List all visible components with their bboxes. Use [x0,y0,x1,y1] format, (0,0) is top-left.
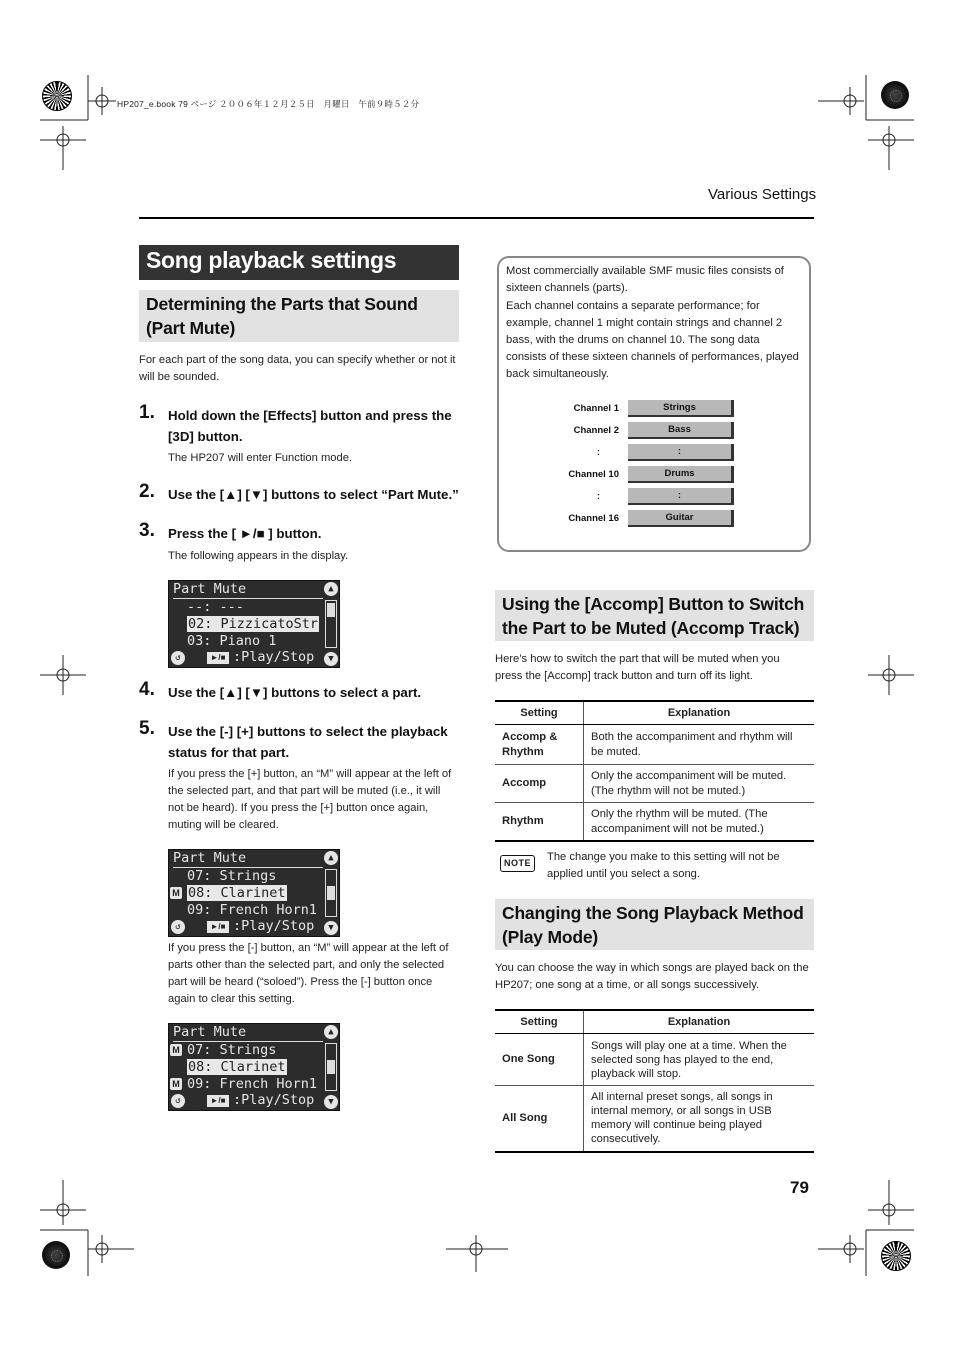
play-stop-icon: ►/■ [207,652,229,664]
infobox-line-4: example, channel 1 might contain strings and channel 2 [506,317,783,329]
infobox-line-7: back simultaneously. [506,368,610,380]
table-row [495,1086,814,1152]
step-1-note: The HP207 will enter Function mode. [168,452,353,464]
subhead-part-mute-text: Determining the Parts that Sound (Part Mute) [146,294,418,338]
lcd-row-1-text: 07: Strings [187,868,277,884]
table-header-setting: Setting [495,1010,584,1034]
scroll-down-icon: ▼ [324,921,338,935]
step-1-number: 1. [139,402,155,423]
scroll-up-icon: ▲ [324,1025,338,1039]
accomp-track-table [495,700,814,842]
step-5-number: 5. [139,718,155,739]
lcd-footer: :Play/Stop [233,1092,315,1108]
lcd-row-2 [187,1059,337,1076]
lcd-header: Part Mute [173,850,323,868]
table-row [495,1034,814,1086]
play-stop-icon: ►/■ [207,1095,229,1107]
channel-label-2: Channel 2 [573,425,619,436]
mute-m-icon: M [170,887,182,899]
lcd-row-1-text: --: --- [187,599,244,615]
lcd-row-2-text: 08: Clarinet [188,885,286,901]
step-5-text: Use the [-] [+] buttons to select the playback status for that part. [168,724,448,760]
table-row [495,765,814,803]
function-circle-icon: ↺ [171,920,185,934]
infobox-line-3: Each channel contains a separate performance; for [506,300,760,312]
part-mute-intro: For each part of the song data, you can specify whether or not it will be sounded. [139,354,456,383]
subhead-play-mode [495,899,814,950]
subhead-accomp-track [495,590,814,641]
step-3-note: The following appears in the display. [168,550,349,562]
step-3-text: Press the [ ►/■ ] button. [168,526,322,541]
table-cell-setting: All Song [495,1086,584,1152]
table-cell-explanation: Only the accompaniment will be muted. (The rhythm will not be muted.) [584,765,815,803]
step-3-number: 3. [139,520,155,541]
function-circle-icon: ↺ [171,1094,185,1108]
section-title-bar [139,245,459,280]
channel-bar-ellipsis-2: : [628,488,734,505]
lcd-scroll-thumb [327,1060,335,1074]
lcd-footer: :Play/Stop [233,918,315,934]
play-stop-icon: ►/■ [207,921,229,933]
lcd-row-3 [187,1076,337,1093]
lcd-scrollbar [325,1043,337,1091]
channel-label-ellipsis-2: : [596,491,600,502]
lcd-display-part-mute-3 [168,1023,340,1111]
function-circle-icon: ↺ [171,651,185,665]
lcd-row-3 [187,902,337,919]
scroll-down-icon: ▼ [324,652,338,666]
lcd-row-2 [187,885,337,902]
lcd-display-part-mute-1 [168,580,340,668]
table-cell-setting: Accomp & Rhythm [495,725,584,765]
table-cell-setting: Accomp [495,765,584,803]
infobox-line-5: bass, with the drums on channel 10. The song data [506,334,760,346]
mute-m-icon: M [170,1044,182,1056]
table-header-row [495,1010,814,1034]
note-icon: NOTE [500,855,535,872]
lcd-scrollbar [325,600,337,648]
channel-bar-16: Guitar [628,510,734,527]
lcd-row-2-text: 02: PizzicatoStr [188,616,319,632]
table-header-row [495,701,814,725]
lcd-row-3-text: 09: French Horn1 [187,902,318,918]
lcd-row-3 [187,633,337,650]
accomp-track-intro: Here’s how to switch the part that will be muted when you press the [Accomp] track button and turn off its light. [495,653,780,682]
print-info: HP207_e.book 79 ページ ２００６年１２月２５日 月曜日 午前９時５２分 [117,99,420,109]
page-number: 79 [790,1178,809,1197]
play-mode-intro: You can choose the way in which songs are played back on the HP207; one song at a time, or all songs successively. [495,962,809,991]
lcd-row-1-text: 07: Strings [187,1042,277,1058]
lcd-scroll-thumb [327,603,335,617]
table-header-setting: Setting [495,701,584,725]
table-cell-setting: One Song [495,1034,584,1086]
lcd-header: Part Mute [173,581,323,599]
table-row [495,725,814,765]
channel-bar-ellipsis-1: : [628,444,734,461]
step-5-para-2: If you press the [-] button, an “M” will appear at the left of parts other than the selected part, and only the selected part will be heard (“soloed”). Press the [-] button once again to clear this setting. [168,942,449,1005]
lcd-row-1 [187,868,337,885]
lcd-row-1 [187,599,337,616]
infobox-line-2: sixteen channels (parts). [506,282,628,294]
note-text: The change you make to this setting will not be applied until you select a song. [547,851,780,880]
running-head: Various Settings [708,186,817,203]
channel-label-10: Channel 10 [568,469,619,480]
channel-bar-10: Drums [628,466,734,483]
step-1-text: Hold down the [Effects] button and press the [3D] button. [168,408,452,444]
lcd-row-3-text: 03: Piano 1 [187,633,277,649]
step-4-text: Use the [▲] [▼] buttons to select a part. [168,685,422,700]
channel-label-1: Channel 1 [573,403,619,414]
lcd-scroll-thumb [327,886,335,900]
play-mode-table [495,1009,814,1153]
scroll-up-icon: ▲ [324,582,338,596]
lcd-footer: :Play/Stop [233,649,315,665]
channel-label-16: Channel 16 [568,513,619,524]
lcd-row-2-text: 08: Clarinet [188,1059,286,1075]
channel-label-ellipsis-1: : [596,447,600,458]
lcd-row-2 [187,616,337,633]
table-cell-explanation: Both the accompaniment and rhythm will be muted. [584,725,815,765]
lcd-display-part-mute-2 [168,849,340,937]
subhead-play-mode-text: Changing the Song Playback Method (Play Mode) [502,903,804,947]
infobox-line-6: consists of these sixteen channels of performances, played [506,351,799,363]
header-rule [139,217,814,219]
subhead-accomp-track-text: Using the [Accomp] Button to Switch the Part to be Muted (Accomp Track) [502,594,805,638]
section-title: Song playback settings [146,247,397,273]
lcd-row-1 [187,1042,337,1059]
table-cell-explanation: Only the rhythm will be muted. (The accompaniment will not be muted.) [584,803,815,842]
table-cell-explanation: Songs will play one at a time. When the selected song has played to the end, playback will stop. [584,1034,815,1086]
table-header-explanation: Explanation [584,701,815,725]
scroll-up-icon: ▲ [324,851,338,865]
infobox-line-1: Most commercially available SMF music files consists of [506,265,784,277]
subhead-part-mute [139,290,459,342]
table-cell-explanation: All internal preset songs, all songs in internal memory, or all songs in USB memory will continue being played consecutively. [584,1086,815,1152]
lcd-row-3-text: 09: French Horn1 [187,1076,318,1092]
table-cell-setting: Rhythm [495,803,584,842]
lcd-scrollbar [325,869,337,917]
mute-m-icon: M [170,1078,182,1090]
step-5-para-1: If you press the [+] button, an “M” will appear at the left of the selected part, and that part will be muted (i.e., it will not be heard). If you press the [+] button once again, muting will be cleared. [168,768,452,831]
channel-bar-2: Bass [628,422,734,439]
table-header-explanation: Explanation [584,1010,815,1034]
step-4-number: 4. [139,679,155,700]
scroll-down-icon: ▼ [324,1095,338,1109]
lcd-header: Part Mute [173,1024,323,1042]
step-2-text: Use the [▲] [▼] buttons to select “Part Mute.” [168,487,459,502]
channel-bar-1: Strings [628,400,734,417]
step-2-number: 2. [139,481,155,502]
table-row [495,803,814,842]
